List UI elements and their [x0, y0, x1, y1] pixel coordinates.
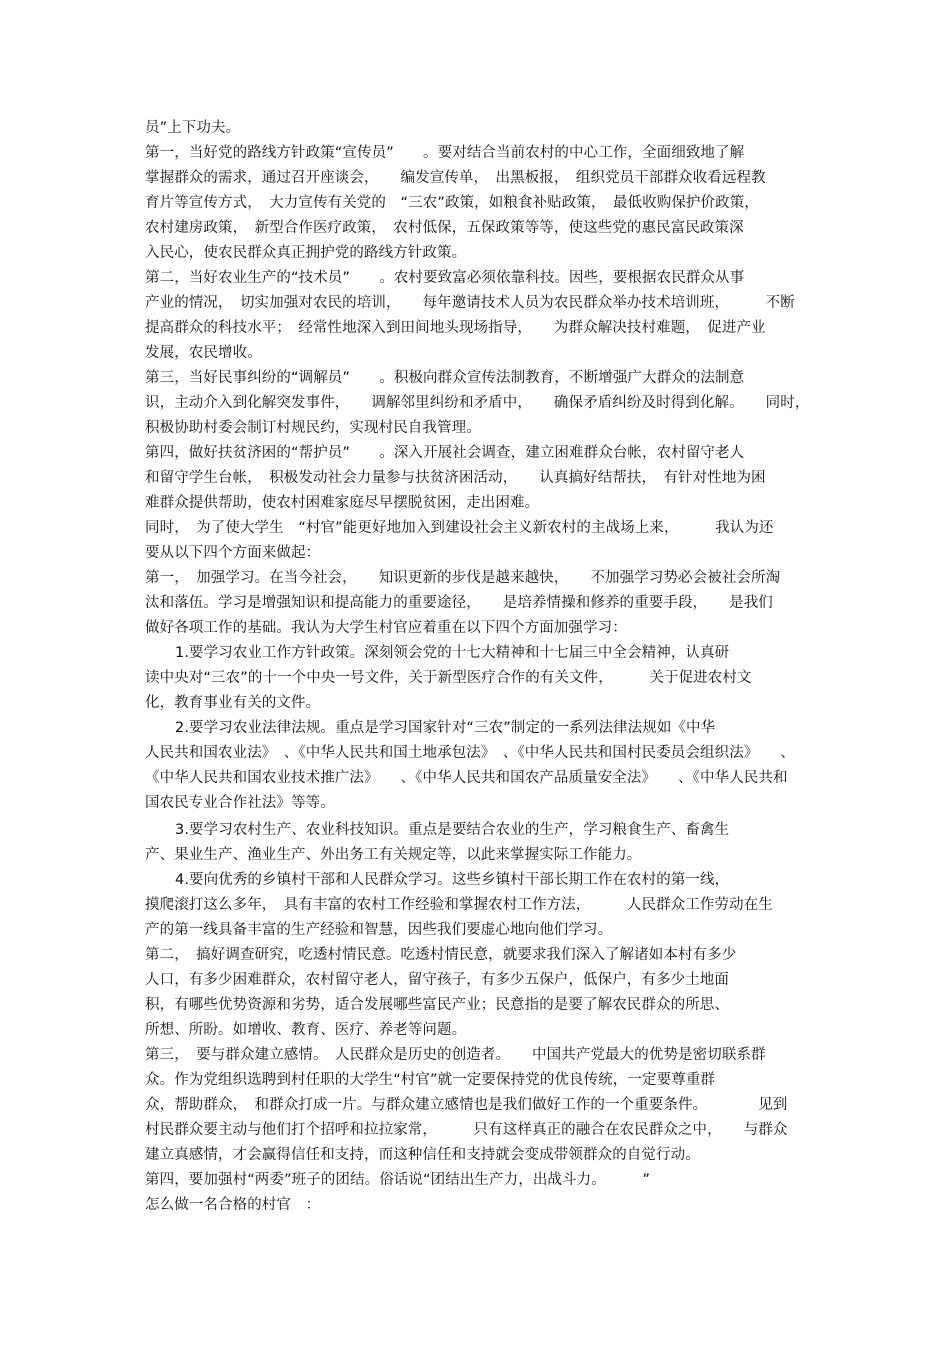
text-line: 和留守学生台帐， 积极发动社会力量参与扶贫济困活动， 认真搞好结帮扶， 有针对性地为困	[145, 470, 766, 486]
text-line: 第三，当好民事纠纷的“调解员” 。积极向群众宣传法制教育，不断增强广大群众的法制意	[145, 370, 745, 386]
text-line: 积，有哪些优势资源和劣势，适合发展哪些富民产业；民意指的是要了解农民群众的所思、	[145, 997, 729, 1013]
text-line: 做好各项工作的基础。我认为大学生村官应着重在以下四个方面加强学习：	[145, 620, 627, 636]
text-line: 众。作为党组织选聘到村任职的大学生“村官”就一定要保持党的优良传统，一定要尊重群	[145, 1072, 716, 1088]
text-line: 育片等宣传方式， 大力宣传有关党的 “三农”政策，如粮食补贴政策， 最低收购保护价政策，	[145, 195, 759, 211]
text-line: 国农民专业合作社法》等等。	[145, 795, 335, 811]
text-line: 村民群众要主动与他们打个招呼和拉拉家常， 只有这样真正的融合在农民群众之中， 与群众	[145, 1122, 788, 1138]
text-line: 摸爬滚打这么多年， 具有丰富的农村工作经验和掌握农村工作方法， 人民群众工作劳动在生	[145, 897, 773, 913]
text-line: 《中华人民共和国农业技术推广法》 、《中华人民共和国农产品质量安全法》 、《中华人民共和	[145, 770, 788, 786]
text-line: 要从以下四个方面来做起：	[145, 545, 321, 561]
text-line: 产业的情况， 切实加强对农民的培训， 每年邀请技术人员为农民群众举办技术培训班， 不断	[145, 295, 795, 311]
text-line: 所想、所盼。如增收、教育、医疗、养老等问题。	[145, 1022, 467, 1038]
text-line: 入民心，使农民群众真正拥护党的路线方针政策。	[145, 245, 467, 261]
text-line: 汰和落伍。学习是增强知识和提高能力的重要途径， 是培养情操和修养的重要手段， 是我们	[145, 595, 773, 611]
text-line: 积极协助村委会制订村规民约，实现村民自我管理。	[145, 420, 481, 436]
text-line: 1.要学习农业工作方针政策。深刻领会党的十七大精神和十七届三中全会精神，认真研	[175, 645, 730, 661]
text-line: 提高群众的科技水平； 经常性地深入到田间地头现场指导， 为群众解决技村难题， 促进产业	[145, 320, 766, 336]
text-line: 4.要向优秀的乡镇村干部和人民群众学习。这些乡镇村干部长期工作在农村的第一线，	[175, 872, 730, 888]
text-line: 建立真感情，才会赢得信任和支持，而这种信任和支持就会变成带领群众的自觉行动。	[145, 1147, 700, 1163]
text-line: 第四，要加强村“两委”班子的团结。俗话说“团结出生产力，出战斗力。 ”	[145, 1172, 650, 1188]
text-line: 产、果业生产、渔业生产、外出务工有关规定等，以此来掌握实际工作能力。	[145, 847, 642, 863]
text-line: 第三， 要与群众建立感情。 人民群众是历史的创造者。 中国共产党最大的优势是密切联系群	[145, 1047, 766, 1063]
text-line: 农村建房政策， 新型合作医疗政策， 农村低保，五保政策等等，使这些党的惠民富民政策深	[145, 220, 744, 236]
text-line: 难群众提供帮助，使农村困难家庭尽早摆脱贫困，走出困难。	[145, 495, 540, 511]
text-line: 第二， 搞好调查研究，吃透村情民意。吃透村情民意，就要求我们深入了解诸如本村有多少	[145, 947, 737, 963]
text-line: 员”上下功夫。	[145, 120, 241, 136]
text-line: 人口，有多少困难群众，农村留守老人，留守孩子，有多少五保户，低保户，有多少土地面	[145, 972, 729, 988]
text-line: 读中央对“三农”的十一个中央一号文件，关于新型医疗合作的有关文件， 关于促进农村文	[145, 670, 752, 686]
text-line: 3.要学习农村生产、农业科技知识。重点是要结合农业的生产，学习粮食生产、畜禽生	[175, 822, 730, 838]
text-line: 掌握群众的需求，通过召开座谈会， 编发宣传单， 出黑板报， 组织党员干部群众收看远程教	[145, 170, 766, 186]
text-line: 识，主动介入到化解突发事件， 调解邻里纠纷和矛盾中， 确保矛盾纠纷及时得到化解。 同时，	[145, 395, 810, 411]
text-line: 第二，当好农业生产的“技术员” 。农村要致富必须依靠科技。因些，要根据农民群众从事	[145, 270, 745, 286]
text-line: 产的第一线具备丰富的生产经验和智慧，因些我们要虚心地向他们学习。	[145, 922, 613, 938]
text-line: 众，帮助群众， 和群众打成一片。与群众建立感情也是我们做好工作的一个重要条件。 见到	[145, 1097, 788, 1113]
text-line: 第四，做好扶贫济困的“帮护员” 。深入开展社会调查，建立困难群众台帐，农村留守老人	[145, 445, 745, 461]
text-line: 化，教育事业有关的文件。	[145, 695, 321, 711]
text-line: 同时， 为了使大学生 “村官”能更好地加入到建设社会主义新农村的主战场上来， 我认为还	[145, 520, 774, 536]
text-line: 怎么做一名合格的村官 ：	[145, 1197, 321, 1213]
text-line: 第一， 加强学习。在当今社会， 知识更新的步伐是越来越快， 不加强学习势必会被社会所淘	[145, 570, 781, 586]
text-line: 发展，农民增收。	[145, 345, 262, 361]
text-line: 第一，当好党的路线方针政策“宣传员” 。要对结合当前农村的中心工作，全面细致地了解	[145, 145, 745, 161]
text-line: 人民共和国农业法》 、《中华人民共和国土地承包法》 、《中华人民共和国村民委员会组织法》 、	[145, 745, 795, 761]
text-line: 2.要学习农业法律法规。重点是学习国家针对“三农”制定的一系列法律法规如《中华	[175, 720, 716, 736]
